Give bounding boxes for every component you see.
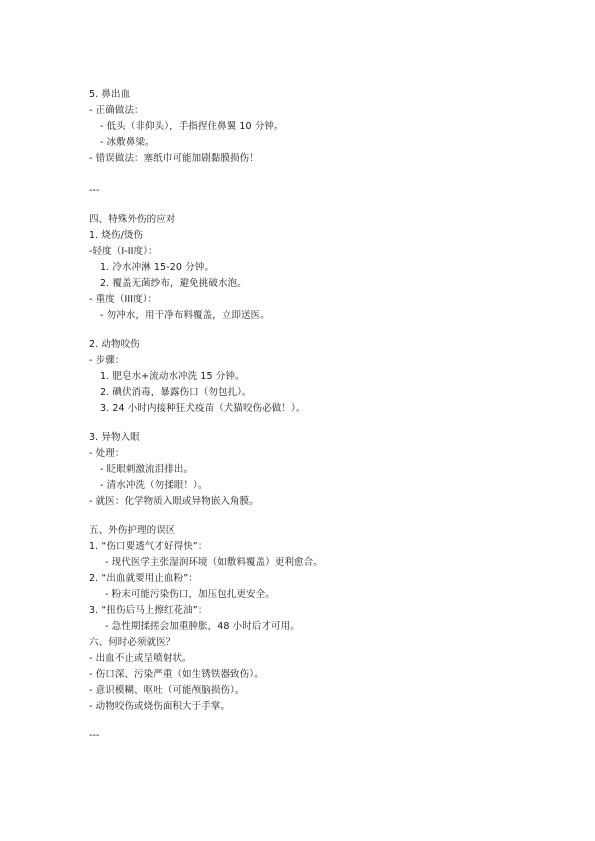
text-line: 五、外伤护理的误区 <box>89 525 176 536</box>
text-line: --- <box>89 730 100 741</box>
text-line: 1. 冷水冲淋 15-20 分钟。 <box>100 262 214 273</box>
text-line: 3. 24 小时内接种狂犬疫苗（犬猫咬伤必做！）。 <box>100 403 306 414</box>
text-line: - 动物咬伤或烧伤面积大于手掌。 <box>89 701 231 712</box>
text-line: - 粉末可能污染伤口，加压包扎更安全。 <box>105 589 275 600</box>
text-line: - 伤口深、污染严重（如生锈铁器致伤）。 <box>89 669 264 680</box>
text-line: 1. 肥皂水+流动水冲洗 15 分钟。 <box>100 371 245 382</box>
text-line: 3. “扭伤后马上擦红花油”： <box>89 605 208 616</box>
text-line: 2. 覆盖无菌纱布，避免挑破水泡。 <box>100 278 247 289</box>
text-line: - 低头（非仰头），手指捏住鼻翼 10 分钟。 <box>100 121 284 132</box>
text-line: - 正确做法： <box>89 105 144 116</box>
text-line: 2. 动物咬伤 <box>89 339 140 350</box>
text-line: 3. 异物入眼 <box>89 432 140 443</box>
text-line: 1. 烧伤/烫伤 <box>89 230 144 241</box>
text-line: - 勿冲水，用干净布料覆盖，立即送医。 <box>100 310 270 321</box>
text-line: - 步骤： <box>89 355 125 366</box>
text-line: 2. “出血就要用止血粉”： <box>89 573 198 584</box>
text-line: - 清水冲洗（勿揉眼！）。 <box>100 480 208 491</box>
text-line: --- <box>89 185 100 196</box>
text-line: -轻度（I-II度）： <box>89 246 158 257</box>
text-line: 六、何时必须就医？ <box>89 637 176 648</box>
text-line: - 冰敷鼻梁。 <box>100 137 155 148</box>
text-line: - 处理： <box>89 448 125 459</box>
text-line: - 意识模糊、呕吐（可能颅脑损伤）。 <box>89 685 245 696</box>
text-line: - 现代医学主张湿润环境（如敷料覆盖）更利愈合。 <box>105 557 323 568</box>
text-line: 5. 鼻出血 <box>89 89 131 100</box>
text-line: 四、特殊外伤的应对 <box>89 214 176 225</box>
text-line: - 错误做法：塞纸巾可能加剧黏膜损伤！ <box>89 153 259 164</box>
text-line: - 眨眼刺激流泪排出。 <box>100 464 194 475</box>
text-line: 1. “伤口要透气才好得快”： <box>89 541 208 552</box>
text-line: - 出血不止或呈喷射状。 <box>89 653 192 664</box>
text-line: - 急性期揉搓会加重肿胀，48 小时后才可用。 <box>105 621 300 632</box>
text-line: - 重度（III度）： <box>89 294 158 305</box>
text-line: 2. 碘伏消毒，暴露伤口（勿包扎）。 <box>100 387 252 398</box>
text-line: - 就医：化学物质入眼或异物嵌入角膜。 <box>89 496 259 507</box>
